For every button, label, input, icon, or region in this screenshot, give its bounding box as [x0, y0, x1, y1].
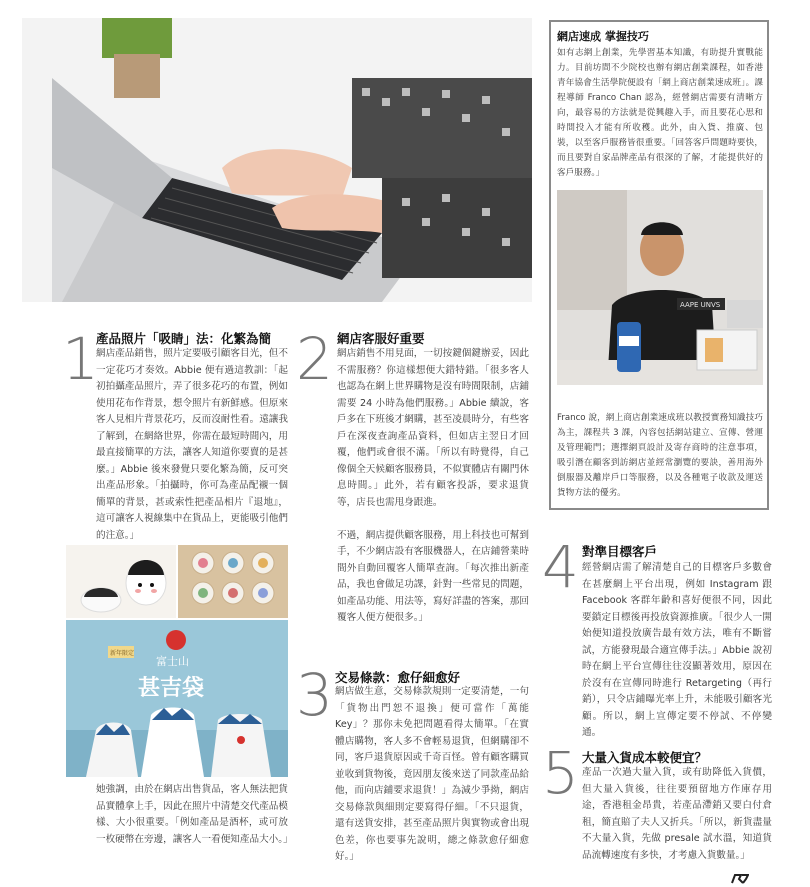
section-2-text: 網店銷售不用見面，一切按鍵個鍵辦妥，因此不需服務？你這樣想便大錯特錯。「很多客人也認為在網上世界購物是沒有時間限制，店鋪需要 24 小時為他們服務。」Abbie 續說，客戶多在下班後才網購，甚至凌晨時分，有些客戶在深夜查詢產品資料，但如店主翌日才回覆，他們或會很不滿。「所以有時覺得，自己像個全天候顧客服務員，不似實體店有關門休息時間。」此外，若有顧客投訴，要求退貨等，店長也需甩身跟進。 不過，網店提供顧客服務，用上科技也可幫到手，不少網店設有客服機器人，在店鋪營業時間外自動回覆客人簡單查詢。「每次推出新產品，我也會做足功課，針對一些常見的問題，如產品功能、用法等，寫好詳盡的答案，那回覆客人便方便很多。」 [337, 348, 529, 623]
sidebar-box [549, 20, 769, 510]
sidebar-text: 如有志網上創業，先學習基本知識，有助提升實戰能力。目前坊間不少院校也辦有網店創業課程，如香港青年協會生活學院便設有「網上商店創業速成班」。課程導師 Franco Chan 認為，經營網店需要有清晰方向，最容易的方法就是從興趣入手，而且要花心思和時間投入才能有所收穫。此外，由入貨、推廣、包裝，以至客戶服務皆很重要。「回答客戶問題時要快，而且要對自家品牌產品有很深的了解，才能提供好的客戶服務。」 [557, 48, 763, 178]
section-2-title: 網店客服好重要 [337, 331, 425, 346]
section-4-number: 4 [542, 533, 579, 601]
daruma-cups-illustration [66, 545, 176, 618]
section-1-text-b: 她強調，由於在網店出售貨品，客人無法把貨品實體拿上手，因此在照片中清楚交代產品模樣、大小很重要。「例如產品是酒杯，或可放一枚硬幣在旁邊，讓客人一看便知產品大小。」 [96, 784, 293, 845]
instructor-photo [557, 190, 763, 385]
plates-photo [178, 545, 288, 618]
section-5-title: 大量入貨成本較便宜？ [582, 750, 708, 765]
section-1-number: 1 [62, 325, 99, 393]
bag-title: 甚吉袋 [138, 676, 205, 701]
shirt-sign-text: AAPE UNVS [680, 301, 721, 309]
fuji-bag-photo [66, 620, 288, 777]
section-2-number: 2 [296, 325, 333, 393]
publication-logo-icon [731, 874, 749, 884]
section-4-title: 對準目標客戶 [582, 544, 658, 559]
instructor-illustration [557, 190, 763, 385]
section-4-text: 經營網店需了解清楚自己的目標客戶多數會在甚麼網上平台出現，例如 Instagram 跟 Facebook 客群年齡和喜好便很不同，因此要鎖定目標後再投放資源推廣。「很少人一開始便知道投放廣告最有效方法，唯有不斷嘗試，方能發現最合適宣傳手法。」Abbie 說初時在網上平台宣傳往往沒顯著效用，原因在於沒有在宣傳同時進行 Retargeting（再行銷），只令店鋪曝光率上升，未能吸引顧客光顧。所以，網上宣傳定要不停試、不停變通。 [582, 562, 776, 738]
section-5-text: 產品一次過大量入貨，或有助降低入貨價，但大量入貨後，往往要預留地方作庫存用途，香港租金昂貴，若產品滯銷又要白付倉租，簡直賠了夫人又折兵。「所以，新貨盡量不大量入貨，先做 presale 試水溫，知道貨品流轉速度有多快，才考慮入貨數量。」 [582, 767, 772, 861]
laptop-typing-photo [22, 18, 532, 302]
bag-top-label: 富士山 [156, 655, 189, 668]
plates-illustration [178, 545, 288, 618]
section-5-number: 5 [542, 739, 579, 807]
section-3-number: 3 [296, 661, 333, 729]
section-1-title: 產品照片「吸睛」法：化繁為簡 [96, 331, 272, 346]
laptop-illustration [22, 18, 532, 302]
sidebar-title: 網店速成 掌握技巧 [557, 30, 649, 43]
daruma-cups-photo [66, 545, 176, 618]
fuji-bag-illustration [66, 620, 288, 777]
sidebar-caption: Franco 說，網上商店創業速成班以教授實務知識技巧為主，課程共 3 課，內容包括網站建立、宣傳、營運及管理範門；選擇網頁設計及寄存商時的注意事項，吸引潛在顧客到訪網店並經常瀏覽的要訣，善用海外倒服器及離岸戶口等服務，以及各種電子收款及運送貨物方法的優劣。 [557, 413, 763, 498]
section-3-text: 網店做生意，交易條款規則一定要清楚，一句「貨物出門恕不退換」便可當作「萬能Key」？那你未免把問題看得太簡單。「在實體店購物，客人多不會輕易退貨，但網購卻不同，客戶退貨原因或千奇百怪。曾有顧客購買並收到貨物後，竟因朋友後來送了同款產品給他，而向店鋪要求退貨！」為減少爭拗，網店交易條款與細則定要寫得仔細。「不只退貨，還有送貨安排，甚至產品照片與實物或會出現色差，你也要事先說明，總之條款愈仔細愈好。」 [335, 686, 529, 862]
section-1-text-a: 網店產品銷售，照片定要吸引顧客目光，但不一定花巧才奏效。Abbie 便有過這教訓：「起初拍攝產品照片，弄了很多花巧的布置，例如使用花布作背景，想令照片有新鮮感。但原來客人見相片背景花巧，反而沒耐性看。遠讓我了解到，在網絡世界，你需在最短時間內，用最直接簡單的方法，讓客人知道你要賣的是甚麼。」Abbie 後來發覺只要化繁為簡，反可突出產品形象。「拍攝時，你可為產品配襯一個簡單的背景，甚或索性把產品相片『退地』，這可讓客人視線集中在貨品上，更能吸引他們的注意。」 [96, 348, 288, 541]
section-3-title: 交易條款：愈仔細愈好 [335, 670, 461, 685]
bag-tag-text: 新年限定 [110, 650, 135, 657]
